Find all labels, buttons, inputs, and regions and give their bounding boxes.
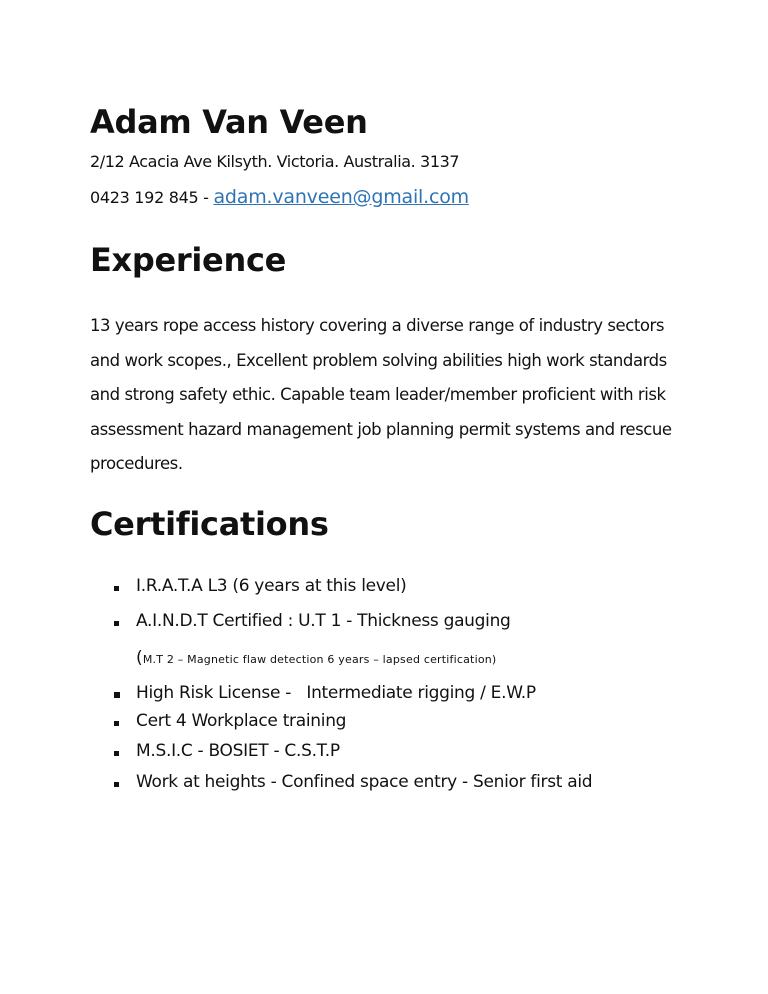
list-item: A.I.N.D.T Certified : U.T 1 - Thickness gauging bbox=[90, 611, 736, 631]
bullet-icon bbox=[114, 586, 119, 591]
list-item: M.S.I.C - BOSIET - C.S.T.P bbox=[90, 741, 736, 761]
bullet-icon bbox=[114, 751, 119, 756]
experience-summary: 13 years rope access history covering a diverse range of industry sectors and work scopes., Excellent problem solving abilities high work standards and strong safety ethic. Capable team leader/member proficient with risk assessment hazard management job planning permit systems and rescue procedures. bbox=[90, 316, 672, 473]
experience-heading: Experience bbox=[90, 241, 287, 279]
certification-sub-note: (M.T 2 – Magnetic flaw detection 6 years – lapsed certification) bbox=[136, 648, 497, 668]
address: 2/12 Acacia Ave Kilsyth. Victoria. Australia. 3137 bbox=[90, 152, 460, 171]
candidate-name: Adam Van Veen bbox=[90, 103, 368, 141]
separator: - bbox=[203, 188, 209, 207]
email-link[interactable]: adam.vanveen@gmail.com bbox=[213, 186, 469, 208]
bullet-icon bbox=[114, 782, 119, 787]
certifications-heading: Certifications bbox=[90, 505, 329, 543]
list-item: Work at heights - Confined space entry - Senior first aid bbox=[90, 772, 756, 792]
list-item: High Risk License - Intermediate rigging / E.W.P bbox=[90, 683, 736, 703]
contact-line bbox=[90, 185, 469, 210]
bullet-icon bbox=[114, 721, 119, 726]
phone-number: 0423 192 845 bbox=[90, 188, 199, 207]
list-item: Cert 4 Workplace training bbox=[90, 711, 736, 731]
list-item: I.R.A.T.A L3 (6 years at this level) bbox=[90, 576, 736, 596]
bullet-icon bbox=[114, 621, 119, 626]
bullet-icon bbox=[114, 692, 120, 698]
